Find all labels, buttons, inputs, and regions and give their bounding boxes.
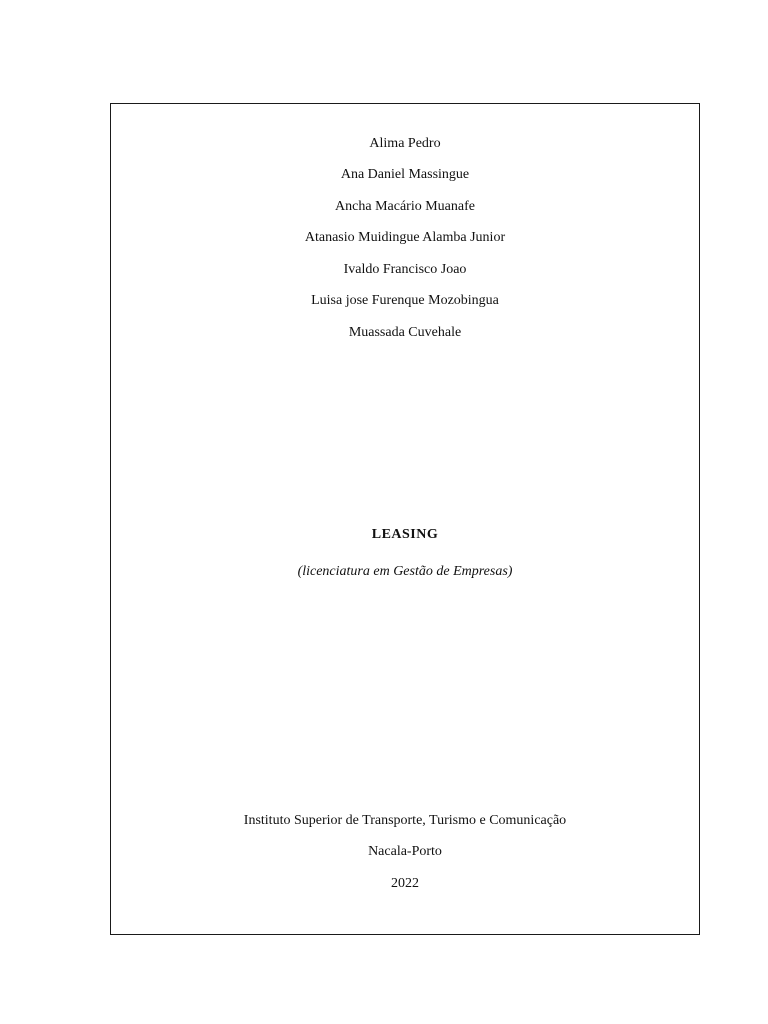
author-name: Ancha Macário Muanafe (335, 199, 475, 214)
author-name: Ana Daniel Massingue (340, 167, 470, 182)
author-name: Atanasio Muidingue Alamba Junior (304, 230, 506, 245)
document-title: LEASING (371, 527, 439, 542)
institution-name: Instituto Superior de Transporte, Turismo e Comunicação (243, 813, 567, 828)
year: 2022 (391, 876, 419, 891)
document-subtitle: (licenciatura em Gestão de Empresas) (297, 564, 513, 579)
author-name: Muassada Cuvehale (348, 325, 462, 340)
author-name: Alima Pedro (369, 136, 441, 151)
author-name: Luisa jose Furenque Mozobingua (311, 293, 499, 308)
author-name: Ivaldo Francisco Joao (343, 262, 467, 277)
page-border (110, 103, 700, 935)
location: Nacala-Porto (368, 844, 442, 859)
